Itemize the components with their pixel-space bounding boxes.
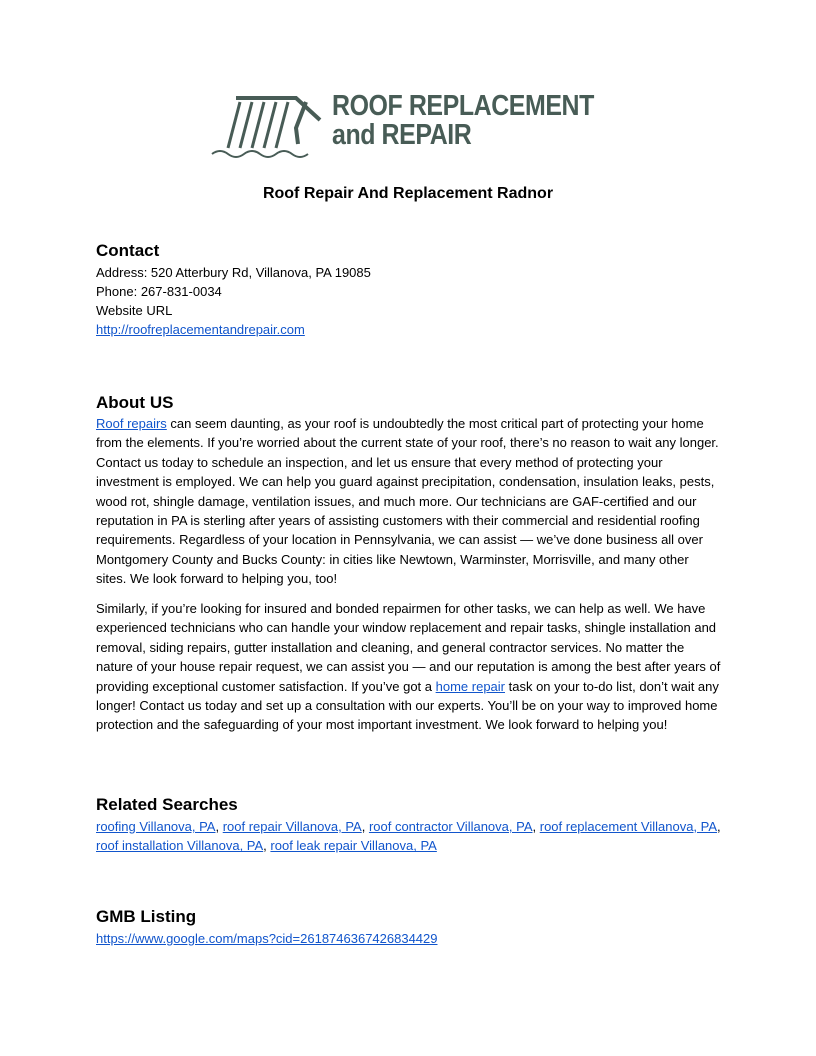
related-link-roof-contractor[interactable]: roof contractor Villanova, PA (368, 819, 533, 834)
roof-logo-icon (210, 92, 326, 160)
company-logo (210, 92, 594, 160)
about-paragraph-2-text-a: Similarly, if you’re looking for insured and bonded repairmen for other tasks, we can help as well. We have experienced technicians who can handle your window replacement and repair tasks, shingle installation and removal, siding repairs, gutter installation and cleaning, and general contractor services. No matter the nature of your house repair request, we can assist you — and our reputation is among the best after years of providing exceptional customer satisfaction. If you’ve got a (96, 601, 721, 694)
gmb-link[interactable]: https://www.google.com/maps?cid=2618746367426834429 (96, 931, 438, 946)
related-searches-list (96, 817, 722, 856)
separator: , (361, 819, 369, 834)
related-link-roof-leak-repair[interactable]: roof leak repair Villanova, PA (270, 838, 437, 854)
related-link-roof-installation[interactable]: roof installation Villanova, PA (96, 838, 264, 854)
logo-line-1: ROOF REPLACEMENT (332, 90, 594, 122)
separator: , (215, 819, 223, 834)
contact-phone: Phone: 267-831-0034 (96, 284, 222, 299)
contact-heading: Contact (96, 241, 160, 260)
website-link[interactable]: http://roofreplacementandrepair.com (96, 322, 305, 337)
logo-wordmark (332, 92, 637, 150)
gmb-heading: GMB Listing (96, 907, 197, 926)
related-link-roof-repair[interactable]: roof repair Villanova, PA (222, 819, 362, 834)
separator: , (717, 819, 721, 834)
logo-line-2: and REPAIR (332, 119, 472, 151)
related-searches-heading: Related Searches (96, 795, 238, 814)
home-repair-link[interactable]: home repair (435, 678, 505, 694)
contact-address: Address: 520 Atterbury Rd, Villanova, PA 19085 (96, 265, 371, 280)
contact-website-label: Website URL (96, 303, 173, 318)
about-paragraph-2 (96, 599, 722, 735)
roof-repairs-link[interactable]: Roof repairs (96, 416, 167, 431)
separator: , (263, 838, 271, 854)
document-title: Roof Repair And Replacement Radnor (262, 185, 554, 202)
separator: , (532, 819, 540, 834)
about-heading: About US (96, 393, 174, 412)
related-link-roofing[interactable]: roofing Villanova, PA (96, 819, 216, 834)
related-link-roof-replacement[interactable]: roof replacement Villanova, PA (539, 819, 718, 834)
about-paragraph-1 (96, 414, 722, 589)
about-paragraph-1-text: can seem daunting, as your roof is undoubtedly the most critical part of protecting your home from the elements. If you’re worried about the current state of your roof, there’s no reason to wait any longer. Contact us today to schedule an inspection, and let us ensure that every method of protecting your investment is employed. We can help you guard against precipitation, condensation, insulation leaks, pests, wood rot, shingle damage, ventilation issues, and much more. Our technicians are GAF-certified and our reputation in PA is sterling after years of assisting customers with their commercial and residential roofing requirements. Regardless of your location in Pennsylvania, we can assist — we’ve done business all over Montgomery County and Bucks County: in cities like Newtown, Warminster, Morrisville, and many other sites. We look forward to helping you, too! (96, 416, 719, 587)
about-paragraph-2-text-b: task on your to-do list, don’t wait any longer! Contact us today and set up a consultation with our experts. You’ll be on your way to improved home protection and the safeguarding of your most important investment. We look forward to helping you! (96, 678, 719, 733)
